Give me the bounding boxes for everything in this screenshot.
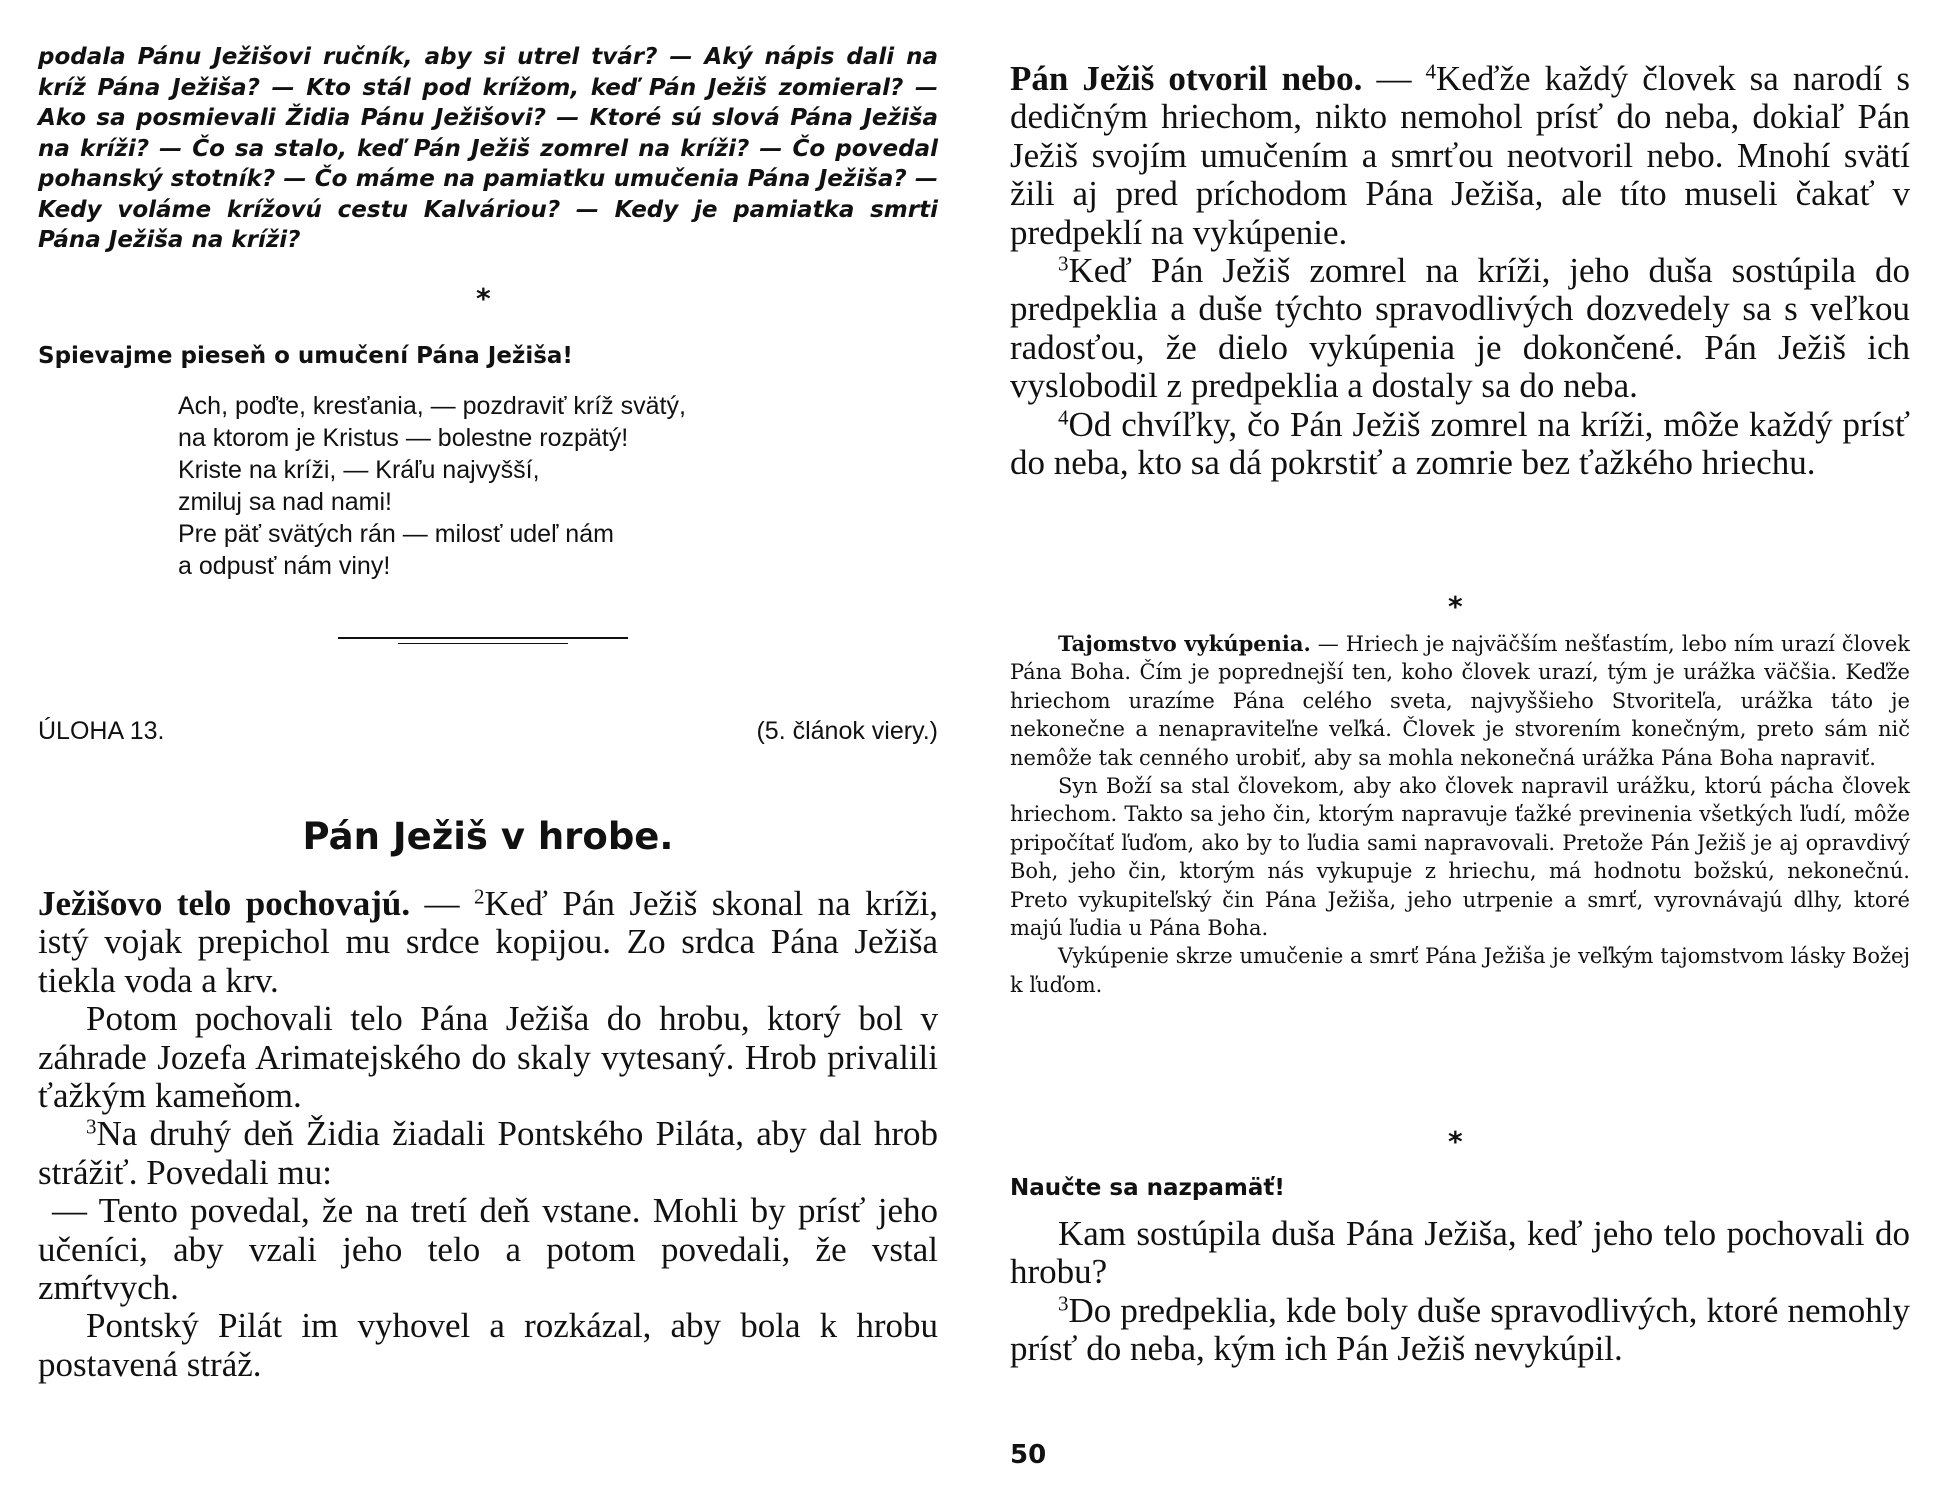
paragraph: $^3$Keď Pán Ježiš zomrel na kríži, jeho duša sostúpila do predpeklia a duše týchto spravodlivých dozvedely sa s veľkou radosťou, že dielo vykúpenia je dokončené. Pán Ježiš ich vyslobodil z predpeklia a dostaly sa do neba. <box>1010 251 1910 406</box>
lesson-label: ÚLOHA 13. <box>38 717 165 745</box>
paragraph: Potom pochovali telo Pána Ježiša do hrobu, ktorý bol v záhrade Jozefa Arimatejského do skaly vytesaný. Hrob privalili ťažkým kameňom. <box>38 999 938 1116</box>
paragraph-lead: Pán Ježiš otvoril nebo. <box>1010 59 1363 98</box>
verse-number: 3 <box>1058 251 1069 276</box>
right-page <box>1010 0 1910 1500</box>
review-questions: podala Pánu Ježišovi ručník, aby si utrel tvár? — Aký nápis dali na kríž Pána Ježiša? — Kto stál pod krížom, keď Pán Ježiš zomieral? — Ako sa posmievali Židia Pánu Ježišovi? — Ktoré sú slová Pána Ježiša na kríži? — Čo sa stalo, keď Pán Ježiš zomrel na kríži? — Čo povedal pohanský stotník? — Čo máme na pamiatku umučenia Pána Ježiša? — Kedy voláme krížovú cestu Kalváriou? — Kedy je pamiatka smrti Pána Ježiša na kríži? <box>38 44 938 253</box>
song-line: Kriste na kríži, — Kráľu najvyšší, <box>178 456 540 484</box>
paragraph-lead: Ježišovo telo pochovajú. <box>38 884 411 923</box>
song-line: Pre päť svätých rán — milosť udeľ nám <box>178 520 614 548</box>
verse-number: 4 <box>1058 405 1069 430</box>
song-line: a odpusť nám viny! <box>178 552 391 580</box>
page-number: 50 <box>1010 1440 1047 1470</box>
paragraph: Pán Ježiš otvoril nebo. — $^4$Keďže každý človek sa narodí s dedičným hriechom, nikto nemohol prísť do neba, dokiaľ Pán Ježiš svojím umučením a smrťou neotvoril nebo. Mnohí svätí žili aj pred príchodom Pána Ježiša, ale títo museli čakať v predpeklí na vykúpenie. <box>1010 59 1910 252</box>
paragraph: — Tento povedal, že na tretí deň vstane. Mohli by prísť jeho učeníci, aby vzali jeho telo a potom povedali, že vstal zmŕtvych. <box>38 1191 938 1308</box>
right-body <box>1010 60 1910 482</box>
mystery-section <box>1010 630 1910 999</box>
verse-number: 2 <box>473 884 485 909</box>
memorize-section <box>1010 1215 1910 1369</box>
song-line: na ktorom je Kristus — bolestne rozpätý! <box>178 424 629 452</box>
verse-number: 4 <box>1425 59 1437 84</box>
section-separator: * <box>476 282 491 315</box>
song-line: zmiluj sa nad nami! <box>178 488 392 516</box>
memorize-title: Naučte sa nazpamäť! <box>1010 1175 1285 1201</box>
paragraph: Vykúpenie skrze umučenie a smrť Pána Ježiša je veľkým tajomstvom lásky Božej k ľuďom. <box>1010 944 1910 997</box>
paragraph: $^4$Od chvíľky, čo Pán Ježiš zomrel na kríži, môže každý prísť do neba, kto sa dá pokrstiť a zomrie bez ťažkého hriechu. <box>1010 404 1910 483</box>
question: Kam sostúpila duša Pána Ježiša, keď jeho telo pochovali do hrobu? <box>1010 1214 1910 1292</box>
lesson-heading: Pán Ježiš v hrobe. <box>302 815 674 858</box>
paragraph: Ježišovo telo pochovajú. — $^2$Keď Pán Ježiš skonal na kríži, istý vojak prepichol mu srdce kopijou. Zo srdca Pána Ježiša tiekla voda a krv. <box>38 884 939 1000</box>
verse-number: 3 <box>1058 1291 1069 1316</box>
paragraph-lead: Tajomstvo vykúpenia. <box>1058 631 1311 656</box>
song-title: Spievajme pieseň o umučení Pána Ježiša! <box>38 343 573 369</box>
divider-rule <box>398 643 568 644</box>
song-line: Ach, poďte, kresťania, — pozdraviť kríž svätý, <box>178 392 686 420</box>
lesson-body <box>38 885 938 1384</box>
song-verse <box>178 390 686 582</box>
section-separator: * <box>1448 1125 1463 1158</box>
article-label: (5. článok viery.) <box>756 717 938 745</box>
section-separator: * <box>1448 590 1463 623</box>
paragraph: Pontský Pilát im vyhovel a rozkázal, aby bola k hrobu postavená stráž. <box>38 1306 938 1384</box>
lesson-header <box>38 717 938 746</box>
verse-number: 3 <box>86 1114 97 1139</box>
answer: $^3$Do predpeklia, kde boly duše spravodlivých, ktoré nemohly prísť do neba, kým ich Pán Ježiš nevykúpil. <box>1010 1290 1910 1369</box>
divider-rule <box>338 637 628 639</box>
paragraph: Syn Boží sa stal človekom, aby ako človek napravil urážku, ktorú pácha človek hriechom. Takto sa jeho čin, ktorým napravuje ťažké previnenia všetkých ľudí, môže pripočítať ľuďom, ako by to ľudia sami napravovali. Pretože Pán Ježiš je aj opravdivý Boh, jeho čin, ktorým nás vykupuje z hriechu, má hodnotu božskú, nekonečnú. Preto vykupiteľský čin Pána Ježiša, jeho utrpenie a smrť, vyrovnávajú dlhy, ktoré majú ľudia u Pána Boha. <box>1010 774 1910 941</box>
left-page <box>38 0 938 1500</box>
paragraph: Tajomstvo vykúpenia. — Hriech je najväčším nešťastím, lebo ním urazí človek Pána Boha. Čím je poprednejší ten, koho človek urazí, tým je urážka väčšia. Keďže hriechom urazíme Pána celého sveta, najvyššieho Stvoriteľa, urážka táto je nekonečne a nenapraviteľne veľká. Človek je stvorením konečným, preto sám nič nemôže tak cenného urobiť, aby sa mohla nekonečná urážka Pána Boha napraviť. <box>1010 631 1910 770</box>
paragraph: $^3$Na druhý deň Židia žiadali Pontského Piláta, aby dal hrob strážiť. Povedali mu: <box>38 1114 938 1192</box>
